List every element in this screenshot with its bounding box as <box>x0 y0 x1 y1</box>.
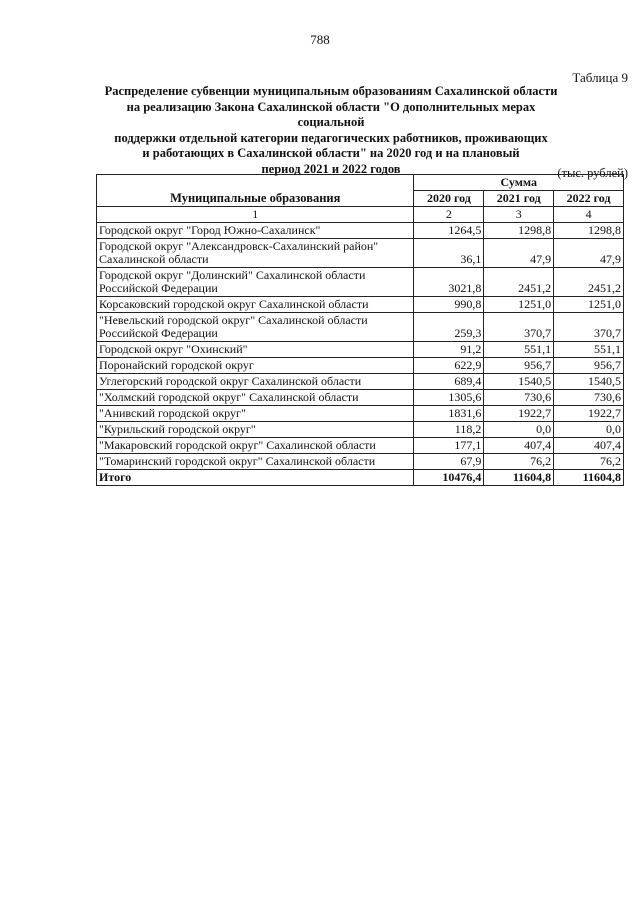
total-row <box>97 470 624 486</box>
amount-2020: 67,9 <box>414 454 484 470</box>
amount-2020: 689,4 <box>414 374 484 390</box>
header-year-2020: 2020 год <box>414 191 484 207</box>
table-row <box>97 342 624 358</box>
table-row <box>97 223 624 239</box>
amount-2021: 956,7 <box>484 358 554 374</box>
subsidy-table <box>96 174 624 486</box>
municipality-name: Корсаковский городской округ Сахалинской области <box>97 297 414 313</box>
amount-2020: 91,2 <box>414 342 484 358</box>
municipality-name: "Курильский городской округ" <box>97 422 414 438</box>
municipality-name: Городской округ "Город Южно-Сахалинск" <box>97 223 414 239</box>
amount-2022: 2451,2 <box>554 268 624 297</box>
title-line: и работающих в Сахалинской области" на 2020 год и на плановый <box>142 146 520 160</box>
amount-2022: 407,4 <box>554 438 624 454</box>
title-line: период 2021 и 2022 годов <box>261 161 401 176</box>
total-2020: 10476,4 <box>414 470 484 486</box>
municipality-name: Городской округ "Охинский" <box>97 342 414 358</box>
index-cell: 2 <box>414 207 484 223</box>
amount-2020: 3021,8 <box>414 268 484 297</box>
index-cell: 3 <box>484 207 554 223</box>
amount-2022: 47,9 <box>554 239 624 268</box>
table-label: Таблица 9 <box>572 70 628 85</box>
table-row <box>97 406 624 422</box>
amount-2022: 956,7 <box>554 358 624 374</box>
header-sum: Сумма <box>414 175 624 191</box>
amount-2021: 551,1 <box>484 342 554 358</box>
municipality-name: "Томаринский городской округ" Сахалинской области <box>97 454 414 470</box>
units-label: (тыс. рублей) <box>557 166 628 180</box>
amount-2022: 1298,8 <box>554 223 624 239</box>
table-row <box>97 454 624 470</box>
municipality-name: "Макаровский городской округ" Сахалинской области <box>97 438 414 454</box>
amount-2020: 36,1 <box>414 239 484 268</box>
amount-2021: 2451,2 <box>484 268 554 297</box>
amount-2020: 1305,6 <box>414 390 484 406</box>
amount-2022: 730,6 <box>554 390 624 406</box>
total-2021: 11604,8 <box>484 470 554 486</box>
index-cell: 4 <box>554 207 624 223</box>
total-label: Итого <box>97 470 414 486</box>
amount-2022: 370,7 <box>554 313 624 342</box>
table-row <box>97 313 624 342</box>
table-row <box>97 297 624 313</box>
amount-2020: 1264,5 <box>414 223 484 239</box>
header-year-2022: 2022 год <box>554 191 624 207</box>
table-row <box>97 390 624 406</box>
amount-2020: 177,1 <box>414 438 484 454</box>
amount-2021: 407,4 <box>484 438 554 454</box>
amount-2022: 76,2 <box>554 454 624 470</box>
amount-2021: 730,6 <box>484 390 554 406</box>
total-2022: 11604,8 <box>554 470 624 486</box>
municipality-name: Городской округ "Долинский" Сахалинской области Российской Федерации <box>97 268 414 297</box>
title-line: поддержки отдельной категории педагогических работников, проживающих <box>114 130 548 145</box>
amount-2022: 551,1 <box>554 342 624 358</box>
header-year-2021: 2021 год <box>484 191 554 207</box>
index-cell: 1 <box>97 207 414 223</box>
table-row <box>97 374 624 390</box>
amount-2022: 1540,5 <box>554 374 624 390</box>
municipality-name: "Холмский городской округ" Сахалинской области <box>97 390 414 406</box>
table-row <box>97 239 624 268</box>
index-row <box>97 207 624 223</box>
amount-2020: 1831,6 <box>414 406 484 422</box>
amount-2021: 370,7 <box>484 313 554 342</box>
page-number: 788 <box>310 32 330 47</box>
amount-2021: 1251,0 <box>484 297 554 313</box>
amount-2021: 0,0 <box>484 422 554 438</box>
amount-2020: 990,8 <box>414 297 484 313</box>
table-row <box>97 438 624 454</box>
municipality-name: Поронайский городской округ <box>97 358 414 374</box>
amount-2021: 1922,7 <box>484 406 554 422</box>
table-row <box>97 358 624 374</box>
amount-2022: 0,0 <box>554 422 624 438</box>
municipality-name: "Анивский городской округ" <box>97 406 414 422</box>
amount-2020: 622,9 <box>414 358 484 374</box>
amount-2020: 118,2 <box>414 422 484 438</box>
title-line: Распределение субвенции муниципальным образованиям Сахалинской области <box>104 84 558 98</box>
amount-2021: 47,9 <box>484 239 554 268</box>
amount-2021: 76,2 <box>484 454 554 470</box>
amount-2021: 1298,8 <box>484 223 554 239</box>
amount-2020: 259,3 <box>414 313 484 342</box>
municipality-name: Городской округ "Александровск-Сахалинский район" Сахалинской области <box>97 239 414 268</box>
municipality-name: "Невельский городской округ" Сахалинской области Российской Федерации <box>97 313 414 342</box>
table-row <box>97 422 624 438</box>
amount-2022: 1922,7 <box>554 406 624 422</box>
title-line: на реализацию Закона Сахалинской области "О дополнительных мерах социальной <box>126 99 536 129</box>
table-row <box>97 268 624 297</box>
amount-2021: 1540,5 <box>484 374 554 390</box>
document-title <box>96 84 566 177</box>
header-row <box>97 175 624 191</box>
header-municipal: Муниципальные образования <box>97 175 414 207</box>
amount-2022: 1251,0 <box>554 297 624 313</box>
municipality-name: Углегорский городской округ Сахалинской области <box>97 374 414 390</box>
